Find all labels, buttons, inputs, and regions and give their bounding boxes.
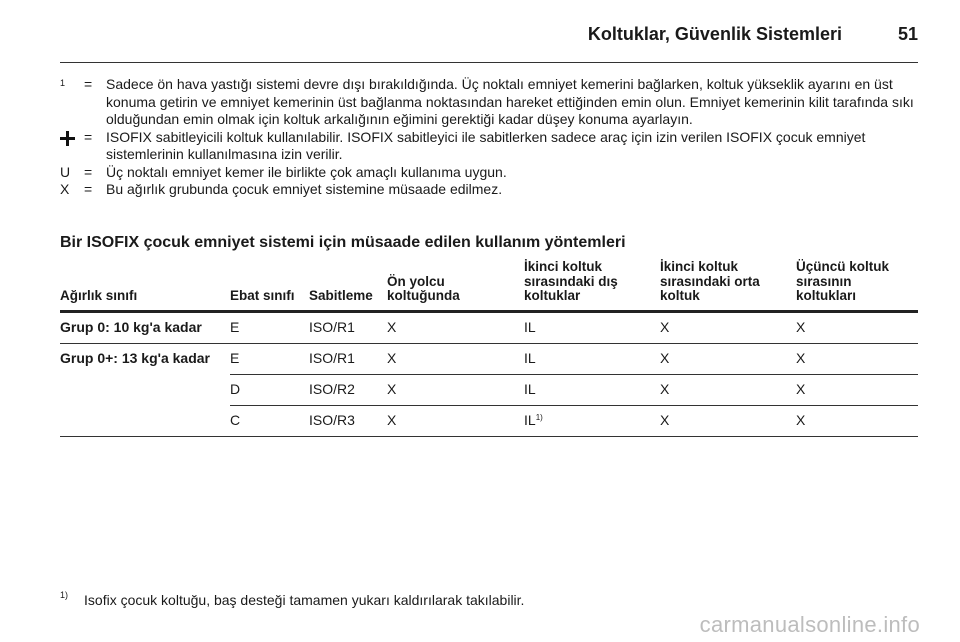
cell-fixture: ISO/R2 <box>309 374 387 405</box>
table-row <box>60 405 918 436</box>
legend-note-1 <box>60 76 922 129</box>
note-mark: 1 <box>60 78 66 88</box>
footnote-mark: 1) <box>60 590 69 600</box>
note-equals: = <box>84 181 93 197</box>
col-header-front-passenger: Ön yolcu koltuğunda <box>387 260 524 311</box>
col-header-second-row-outer: İkinci koltuk sırasındaki dış koltuklar <box>524 260 660 311</box>
note-equals: = <box>84 163 93 180</box>
note-mark: X <box>60 181 70 197</box>
note-text: Üç noktalı emniyet kemer ile birlikte çok amaçlı kullanıma uygun. <box>106 163 507 180</box>
page-title: Koltuklar, Güvenlik Sistemleri <box>587 24 842 44</box>
legend-note-x <box>60 181 922 199</box>
note-text: Sadece ön hava yastığı sistemi devre dışı bırakıldığında. Üç noktalı emniyet kemerini bağlarken, koltuk yükseklik ayarını en üst konuma getirin ve emniyet kemerinin üst bağlanma noktasından hareket ettiğinden emin olun. Emniyet kemerinin kilit tarafında sıkı olduğundan emin olmak için koltuk arkalığının eğimini gerektiği kadar düşey konuma ayarlayın. <box>106 76 914 127</box>
cell-front: X <box>387 405 524 436</box>
cell-third: X <box>796 374 918 405</box>
cell-middle: X <box>660 311 796 343</box>
cell-size-class: C <box>230 405 309 436</box>
cell-middle: X <box>660 374 796 405</box>
cell-third: X <box>796 343 918 374</box>
note-text: Bu ağırlık grubunda çocuk emniyet sistemine müsaade edilmez. <box>106 181 503 197</box>
note-mark: U <box>60 163 71 180</box>
legend-note-u <box>60 164 922 182</box>
cell-front: X <box>387 311 524 343</box>
cell-outer: IL <box>524 374 660 405</box>
cell-fixture: ISO/R1 <box>309 343 387 374</box>
col-header-third-row: Üçüncü koltuk sırasının koltukları <box>796 260 918 311</box>
watermark: carmanualsonline.info <box>699 612 920 637</box>
page-number: 51 <box>897 24 918 44</box>
cell-weight-class <box>60 405 230 436</box>
isofix-table <box>60 260 918 437</box>
cell-weight-class <box>60 374 230 405</box>
footnote <box>60 592 524 608</box>
table-row <box>60 374 918 405</box>
note-text: ISOFIX sabitleyicili koltuk kullanılabilir. ISOFIX sabitleyici ile sabitlerken sadece araç için izin verilen ISOFIX çocuk emniyet sistemlerinin kullanılmasına izin verilir. <box>106 128 866 162</box>
table-row <box>60 311 918 343</box>
note-mark <box>60 129 75 149</box>
cell-middle: X <box>660 405 796 436</box>
footnote-ref: 1) <box>535 412 543 422</box>
cell-weight-class: Grup 0: 10 kg'a kadar <box>60 311 230 343</box>
cell-fixture: ISO/R1 <box>309 311 387 343</box>
cell-weight-class: Grup 0+: 13 kg'a kadar <box>60 349 211 366</box>
cell-fixture: ISO/R3 <box>309 405 387 436</box>
cell-middle: X <box>660 343 796 374</box>
cell-outer: IL$^{1)}$ <box>524 405 660 436</box>
col-header-weight-class: Ağırlık sınıfı <box>60 260 230 311</box>
note-equals: = <box>84 128 93 145</box>
legend-notes <box>60 76 922 199</box>
col-header-second-row-middle: İkinci koltuk sırasındaki orta koltuk <box>660 260 796 311</box>
table-header-row <box>60 260 918 311</box>
cell-outer: IL <box>524 311 660 343</box>
section-title: Bir ISOFIX çocuk emniyet sistemi için müsaade edilen kullanım yöntemleri <box>60 234 626 251</box>
cell-front: X <box>387 343 524 374</box>
table-row <box>60 343 918 374</box>
col-header-fixture: Sabitleme <box>309 260 387 311</box>
cell-outer: IL <box>524 343 660 374</box>
cell-third: X <box>796 311 918 343</box>
page-header <box>60 18 918 63</box>
cell-size-class: E <box>230 343 309 374</box>
cell-size-class: D <box>230 374 309 405</box>
col-header-size-class: Ebat sınıfı <box>230 260 309 311</box>
footnote-text: Isofix çocuk koltuğu, baş desteği tamamen yukarı kaldırılarak takılabilir. <box>84 592 525 608</box>
cell-front: X <box>387 374 524 405</box>
cell-size-class: E <box>230 311 309 343</box>
cell-third: X <box>796 405 918 436</box>
plus-icon <box>60 131 75 146</box>
note-equals: = <box>84 76 93 92</box>
legend-note-isofix <box>60 129 922 164</box>
